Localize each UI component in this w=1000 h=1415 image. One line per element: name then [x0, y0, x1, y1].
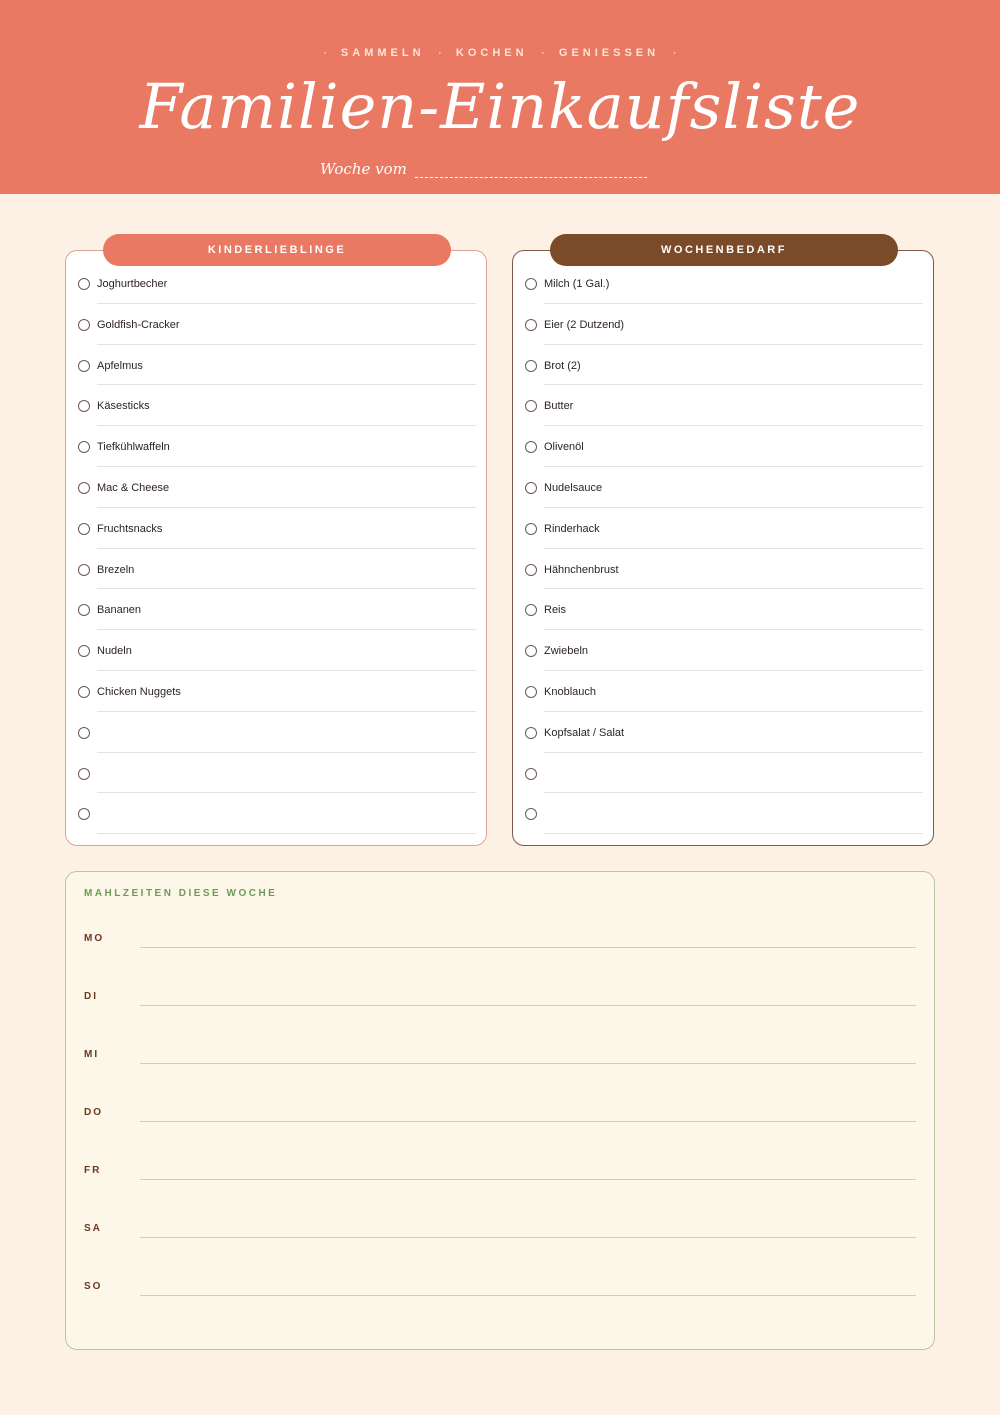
checkbox[interactable] [78, 360, 90, 372]
checkbox[interactable] [525, 686, 537, 698]
meal-write-line[interactable] [140, 1005, 916, 1006]
meal-plan-card [65, 871, 935, 1350]
checkbox[interactable] [78, 278, 90, 290]
checkbox[interactable] [525, 808, 537, 820]
list-item [78, 345, 476, 386]
kids-favorites-heading: KINDERLIEBLINGE [103, 234, 451, 266]
meal-write-line[interactable] [140, 1063, 916, 1064]
list-item [78, 508, 476, 549]
item-label: Tiefkühlwaffeln [97, 441, 170, 454]
day-label: FR [84, 1165, 102, 1176]
item-label: Joghurtbecher [97, 278, 168, 290]
list-item [78, 304, 476, 345]
list-item [78, 589, 476, 630]
checkbox[interactable] [525, 441, 537, 453]
checkbox[interactable] [525, 319, 537, 331]
item-label: Chicken Nuggets [97, 685, 181, 698]
list-item [525, 508, 923, 549]
day-label: DO [84, 1107, 103, 1118]
week-label: Woche vom [320, 160, 407, 178]
item-label: Brezeln [97, 563, 135, 576]
day-label: SA [84, 1223, 102, 1234]
list-item [78, 630, 476, 671]
item-write-line [544, 833, 923, 834]
checkbox[interactable] [78, 686, 90, 698]
list-item [78, 712, 476, 753]
week-field [320, 160, 647, 178]
item-label: Nudelsauce [544, 481, 603, 494]
kids-favorites-list [78, 263, 476, 834]
checkbox[interactable] [78, 768, 90, 780]
checkbox[interactable] [78, 523, 90, 535]
list-item [78, 753, 476, 794]
meal-write-line[interactable] [140, 1179, 916, 1180]
checkbox[interactable] [78, 727, 90, 739]
list-item [78, 671, 476, 712]
meal-write-line[interactable] [140, 947, 916, 948]
list-item [78, 793, 476, 834]
checkbox[interactable] [78, 482, 90, 494]
checkbox[interactable] [525, 523, 537, 535]
list-item [525, 385, 923, 426]
checkbox[interactable] [78, 441, 90, 453]
meal-write-line[interactable] [140, 1295, 916, 1296]
list-item [525, 753, 923, 794]
list-item [78, 385, 476, 426]
checkbox[interactable] [525, 400, 537, 412]
list-item [78, 426, 476, 467]
checkbox[interactable] [525, 278, 537, 290]
item-label: Eier (2 Dutzend) [544, 318, 625, 331]
list-item [78, 549, 476, 590]
item-label: Reis [544, 604, 567, 617]
list-item [525, 589, 923, 630]
item-label: Käsesticks [97, 400, 150, 413]
meal-write-line[interactable] [140, 1121, 916, 1122]
day-label: MI [84, 1049, 100, 1060]
meal-write-line[interactable] [140, 1237, 916, 1238]
item-label: Kopfsalat / Salat [544, 726, 625, 739]
item-write-line [97, 833, 476, 834]
item-label: Hähnchenbrust [544, 563, 619, 576]
item-label: Milch (1 Gal.) [544, 278, 610, 290]
list-item [525, 426, 923, 467]
list-item [78, 263, 476, 304]
checkbox[interactable] [525, 482, 537, 494]
item-label: Nudeln [97, 645, 132, 658]
checkbox[interactable] [525, 604, 537, 616]
checkbox[interactable] [525, 768, 537, 780]
weekly-needs-card [512, 244, 934, 846]
meal-plan-heading: MAHLZEITEN DIESE WOCHE [84, 888, 278, 899]
checkbox[interactable] [78, 400, 90, 412]
meal-day-row [84, 1281, 916, 1301]
meal-day-row [84, 991, 916, 1011]
list-item [525, 671, 923, 712]
checkbox[interactable] [78, 604, 90, 616]
tagline: · SAMMELN · KOCHEN · GENIESSEN · [323, 47, 677, 59]
tagline-word: KOCHEN [455, 47, 528, 59]
day-label: DI [84, 991, 98, 1002]
checkbox[interactable] [525, 360, 537, 372]
checkbox[interactable] [78, 564, 90, 576]
kids-favorites-card [65, 244, 487, 846]
list-item [525, 793, 923, 834]
item-label: Knoblauch [544, 685, 596, 698]
item-label: Olivenöl [544, 441, 584, 454]
list-item [525, 345, 923, 386]
day-label: SO [84, 1281, 103, 1292]
tagline-word: SAMMELN [340, 47, 425, 59]
list-item [525, 630, 923, 671]
list-item [78, 467, 476, 508]
checkbox[interactable] [525, 645, 537, 657]
list-item [525, 467, 923, 508]
list-item [525, 549, 923, 590]
item-label: Fruchtsnacks [97, 522, 163, 535]
meal-day-row [84, 1165, 916, 1185]
item-label: Mac & Cheese [97, 481, 170, 494]
checkbox[interactable] [78, 645, 90, 657]
checkbox[interactable] [525, 564, 537, 576]
weekly-needs-list [525, 263, 923, 834]
checkbox[interactable] [78, 319, 90, 331]
meal-day-row [84, 1223, 916, 1243]
checkbox[interactable] [78, 808, 90, 820]
meal-day-row [84, 933, 916, 953]
weekly-needs-heading: WOCHENBEDARF [550, 234, 898, 266]
item-label: Zwiebeln [544, 645, 589, 658]
item-label: Apfelmus [97, 359, 143, 372]
list-item [525, 263, 923, 304]
week-input-line[interactable] [415, 165, 647, 178]
item-label: Rinderhack [544, 522, 600, 535]
list-item [525, 304, 923, 345]
day-label: MO [84, 933, 105, 944]
meal-day-row [84, 1049, 916, 1069]
header-banner [0, 0, 1000, 194]
tagline-word: GENIESSEN [558, 47, 660, 59]
meal-day-row [84, 1107, 916, 1127]
item-label: Goldfish-Cracker [97, 318, 180, 331]
page-title: Familien-Einkaufsliste [139, 70, 861, 143]
list-item [525, 712, 923, 753]
item-label: Brot (2) [544, 359, 581, 372]
checkbox[interactable] [525, 727, 537, 739]
item-label: Butter [544, 400, 574, 413]
item-label: Bananen [97, 604, 142, 617]
